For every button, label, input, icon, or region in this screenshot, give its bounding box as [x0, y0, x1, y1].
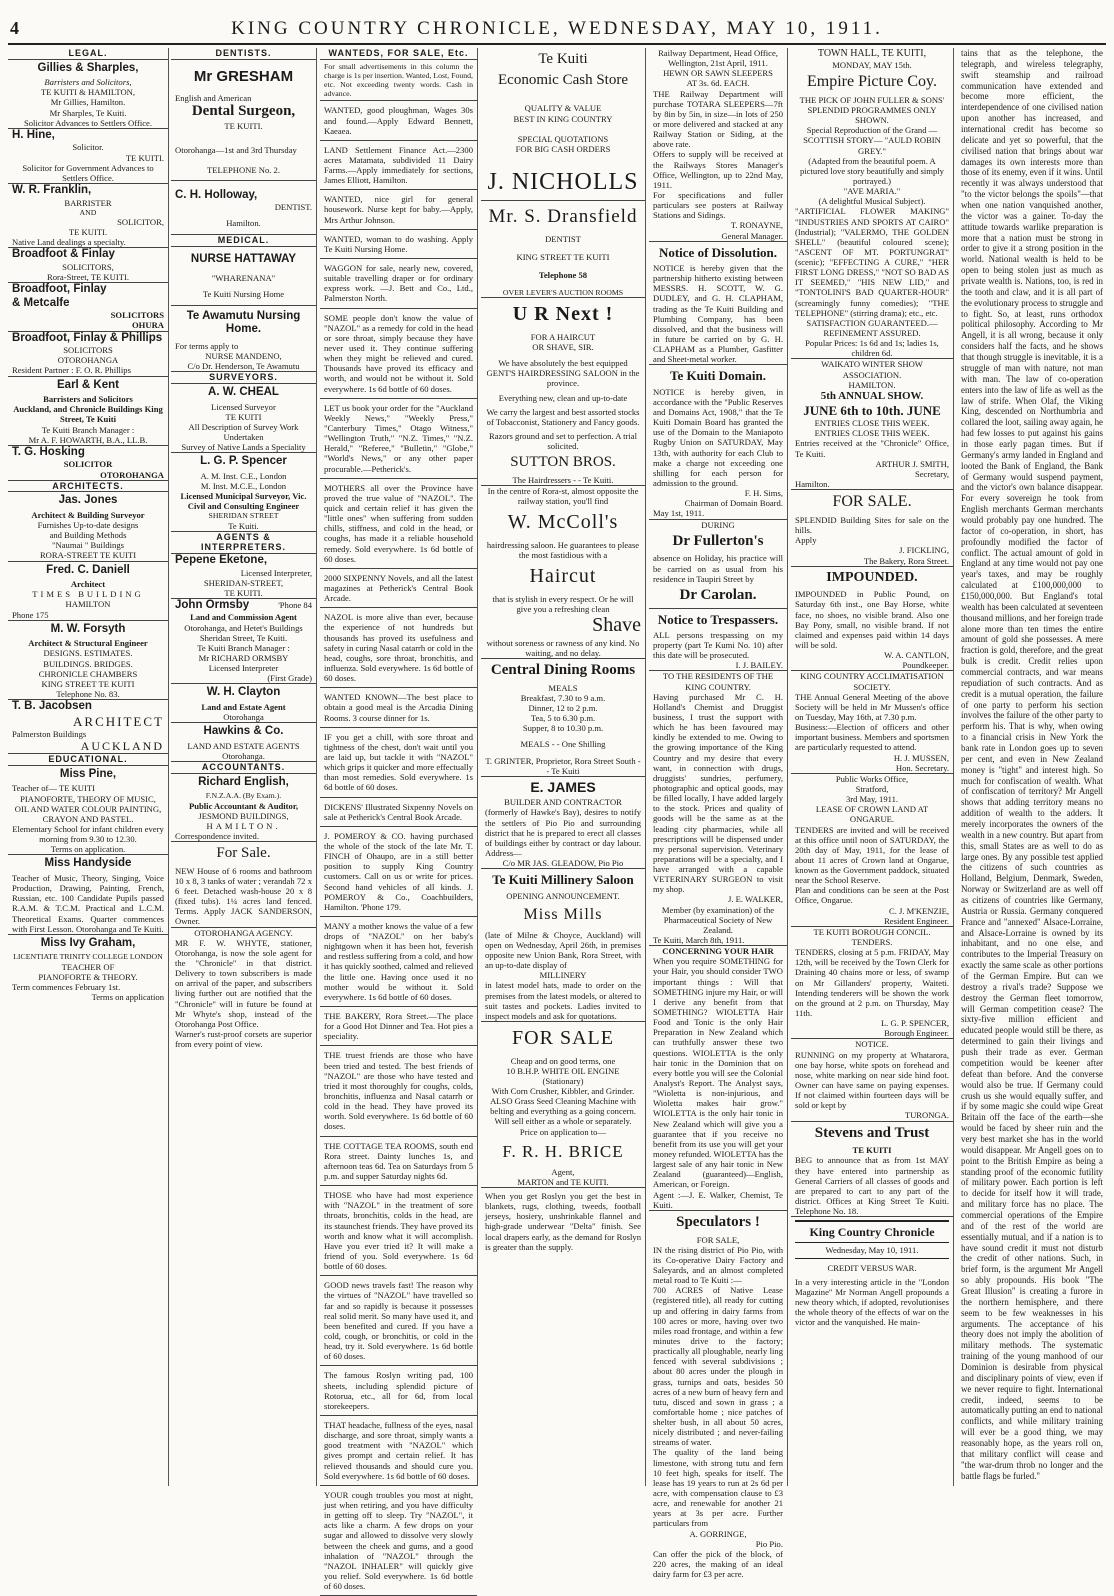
column-announcements	[791, 48, 954, 1486]
roslyn-note: When you get Roslyn you get the best in blankets, rugs, clothing, tweeds, football jerseys, hosiery, unshrinkable flannel and high-grade underwear "Delta" finish. See local drapers early, as the demand for Roslyn is greater than the supply.	[485, 1190, 641, 1252]
ad-holloway: C. H. Holloway, DENTIST. Hamilton.	[171, 189, 316, 236]
classified-item: WANTED KNOWN—The best place to obtain a good meal is the Arcadia Dining Rooms. 3 course dinner for 1s.	[320, 688, 477, 727]
classified-item: WANTED, nice girl for general housework. Nurse kept for baby.—Apply, Mrs Arthur Johnson.	[320, 190, 477, 229]
editorial-date: Wednesday, May 10, 1911.	[795, 1243, 949, 1258]
ad-notice-horse: NOTICE. RUNNING on my property at Whatarora, one bay horse, white spots on forehead and nose, white marking on near side hind foot. Owner can have same on paying expenses. If not claimed within fourteen days will be sold or kept by TURONGA.	[791, 1039, 953, 1121]
classified-item: WAGGON for sale, nearly new, covered, suitable travelling draper or for ordinary express work. —J. Bett and Co., Ltd., Palmerston North.	[320, 259, 477, 309]
ad-dransfield: Mr. S. Dransfield DENTIST KING STREET TE KUITI Telephone 58 OVER LEVER'S AUCTION ROOMS	[481, 206, 645, 298]
ad-railway: Railway Department, Head Office, Wellington, 21st April, 1911. HEWN OR SAWN SLEEPERS AT 3s. 6d. EACH. THE Railway Department will purchase TOTARA SLEEPERS—7ft by 8in by 5in, in size—in lots of 250 or more delivered and stacked at any Railway Station or Siding, at the above rate. Offers to supply will be received at the Railways Stores Manager's Office, Wellington, up to 22nd May, 1911. For specifications and fuller particulars see posters at Railway Stations and Sidings. T. RONAYNE, General Manager.	[649, 48, 787, 242]
ad-dissolution: Notice of Dissolution. NOTICE is hereby given that the partnership hitherto existing between MESSRS. H. SCOTT, W. G. DUDLEY, and G. H. CLAPHAM, trading as the Te Kuiti Building and Plumbing Company, has been dissolved, and that the business will in future be carried on by G. H. CLAPHAM as a Plumber, Gasfitter and Sheet-metal worker.	[649, 245, 787, 366]
ad-broadfoot-metcalfe: Broadfoot, Finlay & Metcalfe SOLICITORS OHURA	[8, 283, 168, 331]
column-editorial-cont	[957, 48, 1107, 1486]
classified-item: J. POMEROY & CO. having purchased the whole of the stock of the late Mr. T. FINCH of Ohaupo, are in a still better position to supply King Country customers. Call on us or write for prices. Second hand vehicles of all kinds. J. POMEROY & Co., Coachbuilders, Hamilton. 'Phone 179.	[320, 827, 477, 917]
classified-item: WANTED, woman to do washing. Apply Te Kuiti Nursing Home.	[320, 230, 477, 259]
classified-item: THE COTTAGE TEA ROOMS, south end Rora street. Dainty lunches 1s, and afternoon teas 6d. Tea on Saturdays from 5 p.m. and supper Saturday nights 6d.	[320, 1137, 477, 1187]
ad-gillies: Gillies & Sharples, Barristers and Solicitors, TE KUITI & HAMILTON, Mr Gillies, Hamilton. Mr Sharples, Te Kuiti. Solicitor Advances to Settlers Office.	[8, 62, 168, 129]
section-medical: MEDICAL.	[171, 235, 316, 247]
classified-item: LAND Settlement Finance Act.—2300 acres Matamata, subdivided 11 Dairy Farms.—Apply immediately for sections, James Elliott, Hamilton.	[320, 141, 477, 191]
editorial-masthead: King Country Chronicle	[795, 1220, 949, 1243]
wanteds-list	[320, 101, 477, 1596]
classified-item: SOME people don't know the value of "NAZOL" as a remedy for cold in the head or sore throat, simply because they have never used it. They continue suffering when they might be relieved and cured. Thousands have proved its efficacy and worth, and would not be without it. Sold everywhere. 1s 6d bottle of 60 doses.	[320, 309, 477, 399]
section-architects: ARCHITECTS.	[8, 481, 168, 493]
classified-item: WANTED, good ploughman, Wages 30s and found.—Apply Edward Bennett, Kaeaea.	[320, 101, 477, 140]
ad-clayton: W. H. Clayton Land and Estate Agent Otorohanga	[171, 686, 316, 723]
section-wanteds: WANTEDS, FOR SALE, Etc.	[320, 48, 477, 60]
ad-impounded: IMPOUNDED. IMPOUNDED in Public Pound, on Saturday 6th inst., one Bay Horse, white face, no shoes, no visible brand. Also one Bay Pony, small, no visible brand. If not claimed and expenses paid within 14 days will be sold. W. A. CANTLON, Poundkeeper.	[791, 570, 953, 672]
ad-central-dining: Central Dining Rooms MEALS Breakfast, 7.30 to 9 a.m. Dinner, 12 to 2 p.m. Tea, 5 to 6.30 p.m. Supper, 8 to 10.30 p.m. MEALS - - One Shilling T. GRINTER, Proprietor, Rora Street South - - Te Kuiti	[481, 662, 645, 777]
ad-forsyth: M. W. Forsyth Architect & Structural Engineer DESIGNS. ESTIMATES. BUILDINGS. BRIDGES. CHRONICLE CHAMBERS KING STREET TE KUITI Telephone No. 83.	[8, 623, 168, 700]
ad-millinery: Te Kuiti Millinery Saloon OPENING ANNOUNCEMENT. Miss Mills (late of Milne & Choyce, Auckland) will open on Wednesday, April 26th, in premises opposite new Union Bank, Rora Street, with an up-to-date display of MILLINERY in latest model hats, made to order on the premises from the latest models, or altered to suit tastes and pockets. Ladies invited to inspect models and ask for quotations.	[481, 872, 645, 1022]
ad-hine: H. Hine, Solicitor. TE KUITI. Solicitor for Government Advances to Settlers Office.	[8, 129, 168, 184]
classified-item: THOSE who have had most experience with "NAZOL" in the treatment of sore throats, bronchitis, colds in the head, are its staunchest friends. They have proved its worth and know what it will accomplish. Have you ever tried it? It will make a friend of you. Sold everywhere. 1s 6d bottle of 60 doses.	[320, 1186, 477, 1276]
ad-awamutu: Te Awamutu Nursing Home. For terms apply to NURSE MANDENO, C/o Dr. Henderson, Te Awamutu	[171, 310, 316, 373]
classified-item: DICKENS' Illustrated Sixpenny Novels on sale at Petherick's Central Book Arcade.	[320, 798, 477, 827]
section-agents: AGENTS & INTERPRETERS.	[171, 532, 316, 554]
ad-broadfoot-finlay: Broadfoot & Finlay SOLICITORS, Rora-Street, TE KUITI.	[8, 248, 168, 283]
masthead-rule	[8, 43, 1106, 45]
ad-stevens-trust: Stevens and Trust TE KUITI BEG to announce that as from 1st MAY they have entered into partnership as General Carriers of all classes of goods and are prepared to cart to any part of the district. Offices at King Street Te Kuiti. Telephone No. 18.	[791, 1125, 953, 1218]
classified-item: The famous Roslyn writing pad, 100 sheets, including splendid picture of Rotorua, etc., all for 6d, from local storekeepers.	[320, 1366, 477, 1416]
ad-daniell: Fred. C. Daniell Architect TIMES BUILDING HAMILTON Phone 175	[8, 564, 168, 621]
ad-hattaway: NURSE HATTAWAY "WHARENANA" Te Kuiti Nursing Home	[171, 253, 316, 306]
ad-pine: Miss Pine, Teacher of— TE KUITI PIANOFORTE, THEORY OF MUSIC, OIL AND WATER COLOUR PAINTING, CRAYON AND PASTEL. Elementary School for infant children every morning from 9.30 to 12.30. Terms on application.	[8, 768, 168, 856]
wanteds-intro: For small advertisements in this column the charge is 1s per insertion. Wanted, Lost, Found, etc. Not exceeding twenty words. Cash in advance.	[320, 60, 477, 102]
ad-for-sale-house: For Sale. NEW House of 6 rooms and bathroom 10 x 8, 3 tanks of water ; verandah 72 x 6 feet. Detached wash-house 20 x 8 (fixed tubs). 1¼ acres land fenced. Terms. Apply JACK SANDERSON, Owner.	[171, 845, 316, 928]
ad-jones: Jas. Jones Architect & Building Surveyor Furnishes Up-to-date designs and Building Methods "Naumai " Buildings RORA-STREET TE KUITI	[8, 494, 168, 561]
section-accountants: ACCOUNTANTS.	[171, 762, 316, 774]
section-dentists: DENTISTS.	[171, 48, 316, 60]
editorial	[791, 1220, 953, 1327]
classified-item: 2000 SIXPENNY Novels, and all the latest magazines at Petherick's Central Book Arcade.	[320, 569, 477, 608]
ad-hair: CONCERNING YOUR HAIR When you require SOMETHING for your Hair, you should consider TWO important things : Will that SOMETHING injure my Hair, or will I derive any benefit from that SOMETHING? WIOLETTA Hair Food and Tonic is the only Hair Preparation in New Zealand which can truthfully answer these two questions. WIOLETTA is the only hair tonic in the Dominion that on every bottle you will see the Colonial Analyst's Report. The Analyst says, "Wioletta is non-injurious, and Wioletta makes hair grow." WIOLETTA is the only hair tonic in New Zealand which will give you a guarantee that if you receive no benefit from its use you will get your money refunded. WIOLETTA has the largest sale of any hair tonic in New Zealand (guaranteed)—English, American, or Foreign. Agent :—J. E. Walker, Chemist, Te Kuiti.	[649, 946, 787, 1211]
classified-item: MANY a mother knows the value of a few drops of "NAZOL" on her baby's nightgown when it has been hot, feverish and restless suffering from a cold, and how it has quickly soothed, calmed and relieved the little one. Having once used it no mother would be without it. Sold everywhere. 1s 6d bottle of 60 doses.	[320, 917, 477, 1007]
ad-fullerton: DURING Dr Fullerton's absence on Holiday, his practice will be carried on as usual from his residence in Taupiri Street by Dr Carolan.	[649, 520, 787, 609]
classified-item: THE truest friends are those who have been tried and tested. The best friends of "NAZOL" are those who have tested and tried it most thoroughly for coughs, colds, bronchitis, influenza and Nasal catarrh or cold in the head. They have proved its worth. Sold everywhere. 1s 6d bottle of 60 doses.	[320, 1046, 477, 1136]
column-shops	[481, 48, 646, 1486]
ad-gresham: Mr GRESHAM English and American Dental Surgeon, TE KUITI. Otorohanga—1st and 3rd Thursday TELEPHONE No. 2.	[171, 68, 316, 181]
ad-trespassers: Notice to Trespassers. ALL persons trespassing on my property (part Te Kumi No. 10) after this date will be prosecuted. I. J. BAILEY.	[649, 612, 787, 672]
classified-item: YOUR cough troubles you most at night, just when retiring, and you have difficulty in getting off to sleep. Try "NAZOL", it acts like a charm. A few drops on your sugar and allowed to dissolve very slowly between the cheek and gums, and a good inhalation of "NAZOL" through the "NAZOL INHALER" will quickly give you relief. Sold everywhere. 1s 6d bottle of 60 doses.	[320, 1486, 477, 1596]
ad-crown-lease: Public Works Office, Stratford, 3rd May, 1911. LEASE OF CROWN LAND AT ONGARUE. TENDERS are invited and will be received at this office until noon of SATURDAY, the 20th day of May, 1911, for the lease of about 11 acres of Crown land at Ongarue, known as the Government paddock, situated near the School Reserve. Plan and conditions can be seen at the Post Office, Ongarue. C. J. M'KENZIE, Resident Engineer.	[791, 774, 953, 927]
masthead	[0, 0, 1114, 40]
ad-broadfoot-phillips: Broadfoot, Finlay & Phillips SOLICITORS OTOROHANGA Resident Partner : F. O. R. Phillips	[8, 332, 168, 377]
ad-hawkins: Hawkins & Co. LAND AND ESTATE AGENTS Otorohanga.	[171, 725, 316, 762]
classified-item: MOTHERS all over the Province have proved the true value of "NAZOL". The quick and certain relief it has given the "little ones" when suffering from sudden chills, stiffness, and cold in the head, or coughs, has made it a reliable household remedy. Sold everywhere. 1s 6d bottle of 60 doses.	[320, 479, 477, 569]
page-number: 4	[10, 18, 19, 38]
ad-economic-cash-store: Te Kuiti Economic Cash Store QUALITY & VALUE BEST IN KING COUNTRY SPECIAL QUOTATIONS FOR BIG CASH ORDERS J. NICHOLLS	[481, 51, 645, 201]
editorial-title: CREDIT VERSUS WAR.	[827, 1262, 917, 1273]
ad-speculators: Speculators ! FOR SALE, IN the rising district of Pio Pio, with its Co-operative Dairy Factory and Saleyards, and an almost completed metal road to Te Kuiti :— 700 ACRES of Native Lease (registered title), all ready for cutting up and offering in dairy farms from 100 acres or more, having over two miles road frontage, and within a few minutes drive to the factory; practically all ploughable, nearly ling fenced with several subdivisions ; about 80 acres under the plough in grass, turnips and oats, besides 50 acres of a new burn of heavy fern and tutu, disced and sown in grass ; a comfortable home ; nice patches of shelter bush, in all about 50 acres, nicely distributed ; and never-failing streams of water. The quality of the land being limestone, with strong tutu and fern 10 feet high, speaks for itself. The lease has 19 years to run at 2s 6d per acre, with compensation clause to £3 acre, and renewable for another 21 years at 3s per acre. Further particulars from A. GORRINGE, Pio Pio. Can offer the pick of the block, of 220 acres, the making of an ideal dairy farm for £3 per acre.	[653, 1213, 783, 1580]
masthead-banner: KING COUNTRY CHRONICLE, WEDNESDAY, MAY 10, 1911.	[231, 18, 883, 39]
ad-mccoll: In the centre of Rora-st, almost opposite the railway station, you'll find W. McColl's hairdressing saloon. He guarantees to please the most fastidious with a Haircut that is stylish in every respect. Or he will give you a refreshing clean Shave without soreness or rawness of any kind. No waiting, and no delay.	[481, 486, 645, 659]
classified-item: IF you get a chill, with sore throat and tightness of the chest, don't wait until you are laid up, but tackle it with "NAZOL" which grips it quicker and more effectually than most remedies. Sold everywhere. 1s 6d bottle of 60 doses.	[320, 728, 477, 798]
section-legal: LEGAL.	[8, 48, 168, 60]
ad-english: Richard English, F.N.Z.A.A. (By Exam.). Public Accountant & Auditor, JESMOND BUILDINGS, HAMILTON. Correspondence invited.	[171, 776, 316, 842]
ad-franklin: W. R. Franklin, BARRISTER AND SOLICITOR, TE KUITI. Native Land dealings a specialty.	[8, 184, 168, 248]
ad-walker: TO THE RESIDENTS OF THE KING COUNTRY. Having purchased Mr C. H. Holland's Chemist and Druggist business, I trust the support with which he has been favoured may kindly be extended to me. Owing to the growing importance of the King Country and my desire that every want, in connection with drugs, druggists' sundries, perfumery, photographic and optical goods, may be filled locally, I have added largely to the stock. Prices and quality of goods will be the same as at the leading city pharmacies, while all prescriptions will be dispensed under my personal supervision. Veterinary preparations will be a specialty, and I have arranged with a capable VETERINARY SURGEON to visit my shop. J. E. WALKER, Member (by examination) of the Pharmaceutical Society of New Zealand. Te Kuiti, March 8th, 1911.	[649, 671, 787, 946]
editorial-text-start: In a very interesting article in the "London Magazine" Mr Norman Angell propounds a new theory which, if adopted, revolutionises the whole theory of the effects of war on the victor and the vanquished. He main-	[795, 1276, 949, 1328]
ad-borough: TE KUITI BOROUGH CONCIL. TENDERS. TENDERS, closing at 5 p.m. FRIDAY, May 12th, will be received by the Town Clerk for Draining 40 chains more or less, of swamp on Mr Gillanders' property, Waiteti. Intending tenderers will be shown the work on the ground at 2 p.m. on Thursday, May 11th. L. G. P. SPENCER, Borough Engineer.	[791, 927, 953, 1040]
ad-earl-kent: Earl & Kent Barristers and Solicitors Auckland, and Chronicle Buildings King Street, Te Kuiti Te Kuiti Branch Manager : Mr A. F. HOWARTH, B.A., LL.B.	[8, 379, 168, 446]
ad-sutton-bros: U R Next ! FOR A HAIRCUT OR SHAVE, SIR. We have absolutely the best equipped GENT'S HAIRDRESSING SALOON in the province. Everything new, clean and up-to-date We carry the largest and best assorted stocks of Tobacconist, Stationery and Fancy goods. Razors ground and set to perfection. A trial solicited. SUTTON BROS. The Hairdressers - - Te Kuiti.	[481, 303, 645, 486]
ad-jacobsen: T. B. Jacobsen ARCHITECT Palmerston Buildings AUCKLAND	[8, 700, 168, 754]
ad-james: E. JAMES BUILDER AND CONTRACTOR (formerly of Hawke's Bay), desires to notify the settlers of Pio Pio and surrounding district that he is prepared to erect all classes of buildings either by contract or day labour. Address— C/o MR JAS. GLEADOW, Pio Pio	[481, 779, 645, 870]
ad-acclimatisation: KING COUNTRY ACCLIMATISATION SOCIETY. THE Annual General Meeting of the above Society will be held in Mr Mussen's office on Tuesday, May 16th, at 7.30 p.m. Business:—Election of officers and other important business. Members and sportsmen are particularly requested to attend. H. J. MUSSEN, Hon. Secretary.	[791, 671, 953, 773]
section-educational: EDUCATIONAL.	[8, 754, 168, 766]
column-legal	[8, 48, 169, 1486]
ad-handyside: Miss Handyside Teacher of Music, Theory, Singing, Voice Production, Drawing, Painting, French, Russian, etc. 100 Candidate Pupils passed R.A.M. & T.C.M. Practical and L.C.M. Theoretical Exams. Quarter commences with First Lesson. Otorohanga and Te Kuiti.	[8, 857, 168, 934]
classified-item: THAT headache, fullness of the eyes, nasal discharge, and sore throat, simply wants a good treatment with "NAZOL" which gives prompt and certain relief. It has relieved thousands and should cure you. Sold everywhere. 1s 6d bottle of 60 doses.	[320, 1416, 477, 1486]
column-professional	[171, 48, 317, 1486]
editorial-text-cont: tains that as the telephone, the telegraph, and wireless telegraphy, swift steamship and railroad communication have extended and become more efficient, the interdependence of one civilised nation upon another has increased, and international credit has become so delicate and yet so powerful, that the civilised nation that brings about war damages its own interests more than those of its enemy, even if it wins. Until recently it was always understood that "to the victor belongs the spoils"—that when one nation vanquished another, the victor was a gainer. To-day the attitude towards warlike preparation is more that a nation must be strong in order to give it a strong position in the world. National wealth is held to be open to being stolen just as much as private wealth is. Nations, too, is red in the tooth and claw, and it is all part of the evolutionary process to struggle and to fight. So, at least, runs orthodox political philosophy. According to Mr Angell, it is all wrong, because it only considers half the facts, and he shows that though struggle is inevitable, it is a struggle of man with nature, not man with man. The law of co-operation enters into the law of life as well as the law of strife. When Olaf, the Viking King, descended on Northumbria and collared the loot, sailing away again, he had few losses to put against his gains in those early pagan times. But if Germany's army landed in England and looted the Bank of England, the Bank of Germany would suspend payment, and the victor's own balance disappear. For every sovereign he took from English merchants German merchants would probably pay one hundred. The factor of co-operation, in short, has profoundly modified the factor of conflict. The actual amount of gold in England at any time would not pay one year's taxes, and may be roughly calculated at £100,000,000 to £150,000,000. But England's total wealth has been calculated at seventeen thousand millions, and her foreign trade alone more than ten times the entire amount of gold she possesses. A mere fraction is gold, therefore, and the great bulk is credit. Credit relies upon commercial contracts, and war means repudiation of such contracts. And as credit is a mutual operation, the failure of one party to perform his section involves the failure of the other party to perform his. That is why, when owing to a financial crisis in New York the bank rate in London goes up to seven per cent, and even in New Zealand money is "tight" and interest high. So much for confiscation of wealth. What of confiscation of territory? Mr Angell shows that adding territory means no addition of wealth to the adders. It merely incorporates the owners of the wealth in a new country. But apart from this, small States are as well to do as large ones. By any possible test applied the citizens of such countries as Holland, Belgium, Denmark, Sweden, Norway or Switzerland are as well off as citizens of countries like Germany, Austria or Russia. Germany conquered France and "annexed" Alsace-Lorraine, and Alsace-Lorraine is owned by its inhabitant, and no one else, and contributes to the Imperial Treasury on exactly the same scale as other portions of the German Empire. But can we destroy a rival's trade? Suppose we destroy the German fleet tomorrow, will German competition cease? The sixty-five million efficient and educated people would still be there, as determined to gain their livings and push their trade as ever. German competition would be keener after defeat than before. And the converse would also be true. If Germany could crush us she would equally suffer, and if by some magic she could wipe Great Britain off the face of the earth—she would be faced by sheer ruin and the very best market she has in the world would disappear. Mr Angell goes on to point to the British Empire as being a standing proof of the economic futility of military power. Each portion is left to decide for itself how it will trade, and military force has no place. The commercial operations of the Empire and of the rest of the world are essentially mutual, and if a nation is to have sound credit it must not disturb the credit of other nations. Such, in brief form, is the argument Mr Angell so ably propounds. His book "The Great Illusion" is creating a furore in the northern hemisphere, and there seem to be few weaknesses in his arguments. The acceptance of his theory does not imply the abolition of military methods. The systematic training of the young manhood of our Dominion is desirable from physical and disciplinary points of view, even if we never require to fight. International credit, indeed, seems to be automatically putting an end to national conflicts, and while military training will ever be a good thing, we may reasonably hope, as the years roll on, that military conflict will cease and "the war-drum throb no longer and the battle flags be furled."	[961, 48, 1103, 1481]
ad-domain: Te Kuiti Domain. NOTICE is hereby given, in accordance with the "Public Reserves and Domains Act, 1908," that the Te Kuiti Domain Board has granted the use of the Domain to the Maniapoto Rugby Union on SATURDAY, May 13th, with authority for each Club to make a charge not exceeding one shilling for each person for admission to the ground. F. H. Sims, Chairman of Domain Board. May 1st, 1911.	[649, 368, 787, 519]
classified-item: THE BAKERY, Rora Street.—The place for a Good Hot Dinner and Tea. Hot pies a speciality.	[320, 1007, 477, 1046]
column-notices	[649, 48, 788, 1580]
ad-hosking: T. G. Hosking SOLICITOR OTOROHANGA	[8, 446, 168, 481]
column-wanteds	[320, 48, 478, 1592]
classified-item: LET us book your order for the "Auckland Weekly News," "Weekly Press," "Canterbury Times," Otago Witness," "Wellington Truth," "N.Z. Times," "N.Z. Herald," "Referee," "Bulletin," "Globe," "World's News," or any other paper procurable.—Petherick's.	[320, 399, 477, 479]
ad-graham: Miss Ivy Graham, LICENTIATE TRINITY COLLEGE LONDON TEACHER OF PIANOFORTE & THEORY. Term commences February 1st. Terms on application	[12, 936, 164, 1002]
ad-otorohanga-agency: OTOROHANGA AGENCY. MR F. W. WHYTE, stationer, Otorohanga, is now the sole agent for the "Chronicle" in that district. Delivery to town subscribers is made on arrival of the paper, and subscribers living further out are notified that the "Chronicle" will in future be found at Mr Whyte's shop, instead of the Otorohanga Post Office. Warner's rust-proof corsets are superior from every point of view.	[175, 927, 312, 1050]
ad-spencer: L. G. P. Spencer A. M. Inst. C.E., London M. Inst. M.C.E., London Licensed Municipal Surveyor, Vic. Civil and Consulting Engineer SHERIDAN STREET Te Kuiti.	[171, 455, 316, 531]
ad-for-sale-engine: FOR SALE Cheap and on good terms, one 10 B.H.P. WHITE OIL ENGINE (Stationary) With Corn Crusher, Kibbler, and Grinder. ALSO Grass Seed Cleaning Machine with belting and everything as a going concern. Will sell either as a whole or separately. Price on application to— F. R. H. BRICE Agent, MARTON and TE KUITI.	[481, 1027, 645, 1188]
ad-cheal: A. W. CHEAL Licensed Surveyor TE KUITI All Description of Survey Work Undertaken Survey of Native Lands a Speciality	[171, 386, 316, 453]
classified-item: NAZOL is more alive than ever, because the experience of not hundreds but thousands has proved its usefulness and safety in curing Nasal catarrh or cold in the head, coughs, sore throat, bronchitis, and influenza. Sold everywhere. 1s 6d bottle of 60 doses.	[320, 608, 477, 688]
ad-ormsby: John Ormsby 'Phone 84 Land and Commission Agent Otorohanga, and Hetet's Buildings Sheridan Street, Te Kuiti. Te Kuiti Branch Manager : Mr RICHARD ORMSBY Licensed Interpreter (First Grade)	[171, 599, 316, 685]
ad-building-sites: FOR SALE. SPLENDID Building Sites for sale on the hills. Apply J. FICKLING, The Bakery, Rora Street.	[791, 493, 953, 567]
ad-eketone: Pepene Eketone, Licensed Interpreter, SHERIDAN-STREET, TE KUITI.	[171, 554, 316, 599]
ad-town-hall: TOWN HALL, TE KUITI, MONDAY, MAY 15th. Empire Picture Coy. THE PICK OF JOHN FULLER & SONS' SPLENDID PROGRAMMES ONLY SHOWN. Special Reproduction of the Grand — SCOTTISH STORY— "AULD ROBIN GREY." (Adapted from the beautiful poem. A pictured love story beautifully and simply portrayed.) "AVE MARIA." (A delightful Musical Subject). "ARTIFICIAL FLOWER MAKING" "INDUSTRIES AND SPORTS AT CAIRO" (Industrial); "VALERMO, THE GOLDEN SHELL" (beautiful coloured scene); "ASCENT OF MT. PORTUNGRAT" (scenic); "EFFECTING A CURE," "HER FIRST LONG DRESS," "NOT SO BAD AS IT SEEMED," "HIS NEW LID," and "TONTOLINI'S BAD QUARTER-HOUR" (screamingly funny comedies); "THE TELEPHONE" (stirring drama); etc., etc. SATISFACTION GUARANTEED.— REFINEMENT ASSURED. Popular Prices: 1s 6d and 1s; ladies 1s, children 6d.	[791, 48, 953, 359]
section-surveyors: SURVEYORS.	[171, 372, 316, 384]
ad-waikato-show: WAIKATO WINTER SHOW ASSOCIATION. HAMILTON. 5th ANNUAL SHOW. JUNE 6th to 10th. JUNE ENTRIES CLOSE THIS WEEK. ENTRIES CLOSE THIS WEEK. Entries received at the "Chronicle" Office, Te Kuiti. ARTHUR J. SMITH, Secretary, Hamilton.	[791, 359, 953, 490]
classified-item: GOOD news travels fast! The reason why the virtues of "NAZOL" have travelled so far and so rapidly is because it possesses real solid merit. So many have used it, and been benefited and cured. If you have a cold, cough, or bronchitis, or cold in the head, try it. Sold everywhere. 1s 6d bottle of 60 doses.	[320, 1276, 477, 1366]
